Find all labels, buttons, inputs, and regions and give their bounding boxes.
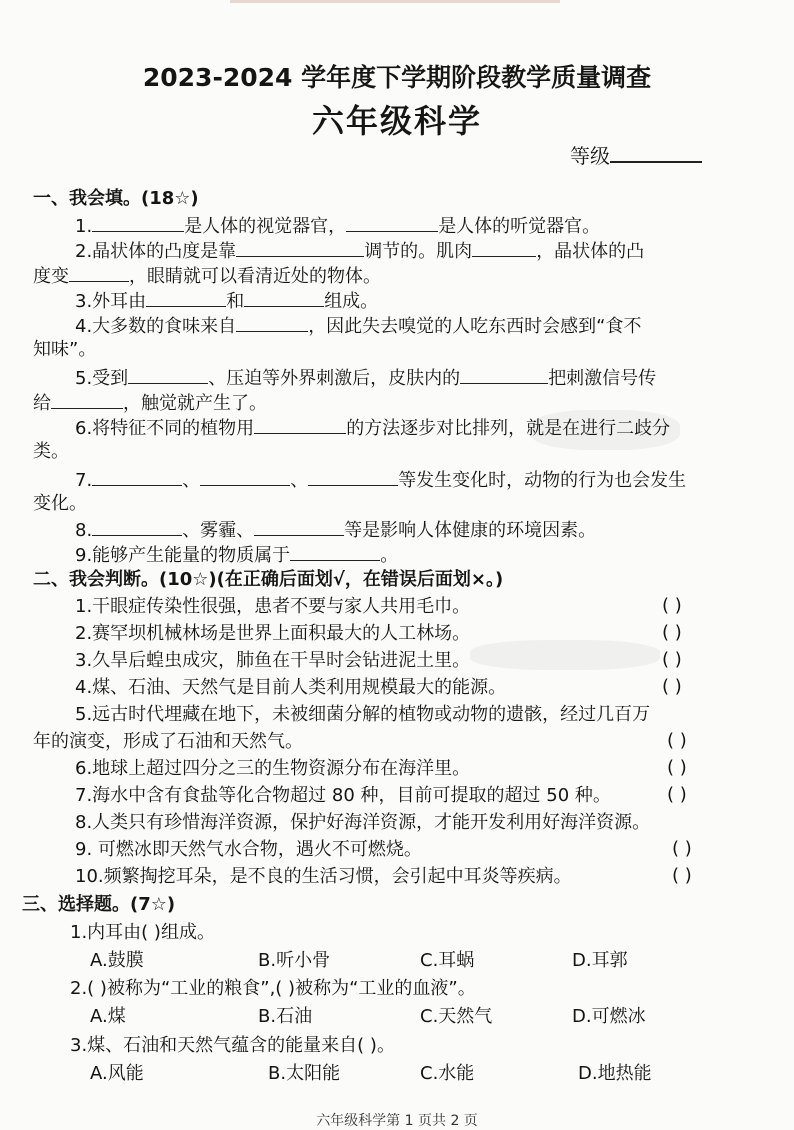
choice-option[interactable]: A.煤 xyxy=(90,1006,126,1027)
fill-q3 xyxy=(75,288,378,314)
answer-blank[interactable] xyxy=(346,213,438,232)
q-text: 的方法逐步对比排列，就是在进行二歧分 xyxy=(346,418,671,439)
section3-heading: 三、选择题。(7☆) xyxy=(22,894,176,915)
q-text: 度变 xyxy=(33,266,69,287)
judge-answer-paren[interactable]: ( ) xyxy=(662,622,682,643)
fill-q4 xyxy=(75,313,642,339)
q-text: 和 xyxy=(226,291,245,312)
choice-option[interactable]: A.风能 xyxy=(90,1063,144,1084)
judge-answer-paren[interactable]: ( ) xyxy=(667,730,687,751)
q-text: 4.大多数的食味来自 xyxy=(75,316,237,337)
fill-q6-cont: 类。 xyxy=(33,441,69,462)
grade-label: 等级 xyxy=(570,144,610,168)
judge-item: 10.频繁掏挖耳朵，是不良的生活习惯，会引起中耳炎等疾病。 xyxy=(75,866,572,887)
q-text: ，晶状体的凸 xyxy=(536,241,645,262)
scan-edge-mark xyxy=(230,0,560,3)
judge-item: 1.干眼症传染性很强，患者不要与家人共用毛巾。 xyxy=(75,596,471,617)
judge-item: 3.久旱后蝗虫成灾，肺鱼在干旱时会钻进泥土里。 xyxy=(75,650,471,671)
judge-answer-paren[interactable]: ( ) xyxy=(662,676,682,697)
answer-blank[interactable] xyxy=(92,467,182,486)
choice-option[interactable]: B.石油 xyxy=(258,1006,313,1027)
fill-q2-cont xyxy=(33,263,381,289)
q-text: 5.受到 xyxy=(75,368,129,389)
q-text: 、 xyxy=(290,470,309,491)
choice-option[interactable]: C.耳蜗 xyxy=(420,950,475,971)
q-text: 8. xyxy=(75,520,93,541)
answer-blank[interactable] xyxy=(472,238,536,257)
q-text: 组成。 xyxy=(324,291,379,312)
q-text: 把刺激信号传 xyxy=(548,368,657,389)
judge-answer-paren[interactable]: ( ) xyxy=(672,838,692,859)
choice-option[interactable]: B.太阳能 xyxy=(268,1063,341,1084)
choice-option[interactable]: A.鼓膜 xyxy=(90,950,144,971)
answer-blank[interactable] xyxy=(236,238,364,257)
judge-item: 8.人类只有珍惜海洋资源，保护好海洋资源，才能开发利用好海洋资源。 xyxy=(75,812,651,833)
q-text: 1. xyxy=(75,216,93,237)
q-text: 是人体的听觉器官。 xyxy=(438,216,601,237)
answer-blank[interactable] xyxy=(236,313,308,332)
judge-item: 6.地球上超过四分之三的生物资源分布在海洋里。 xyxy=(75,758,471,779)
grade-blank[interactable] xyxy=(610,143,702,163)
section1-heading: 一、我会填。(18☆) xyxy=(33,188,199,209)
choice-option[interactable]: B.听小骨 xyxy=(258,950,331,971)
q-text: 2.晶状体的凸度是靠 xyxy=(75,241,237,262)
judge-item: 4.煤、石油、天然气是目前人类利用规模最大的能源。 xyxy=(75,677,507,698)
answer-blank[interactable] xyxy=(51,390,123,409)
section2-heading: 二、我会判断。(10☆)(在正确后面划√，在错误后面划×。) xyxy=(33,569,504,590)
q-text: 调节的。肌肉 xyxy=(364,241,473,262)
fill-q9 xyxy=(75,542,398,568)
q-text: ，因此失去嗅觉的人吃东西时会感到“食不 xyxy=(308,316,642,337)
fill-q1 xyxy=(75,213,600,239)
answer-blank[interactable] xyxy=(128,365,208,384)
answer-blank[interactable] xyxy=(200,467,290,486)
judge-answer-paren[interactable]: ( ) xyxy=(667,784,687,805)
fill-q7 xyxy=(75,467,686,493)
exam-subtitle: 六年级科学 xyxy=(311,102,482,140)
choice-option[interactable]: D.地热能 xyxy=(578,1063,652,1084)
q-text: 是人体的视觉器官， xyxy=(184,216,347,237)
fill-q7-cont: 变化。 xyxy=(33,493,87,514)
fill-q6 xyxy=(75,415,670,441)
grade-field xyxy=(570,140,702,169)
answer-blank[interactable] xyxy=(254,517,344,536)
q-text: 3.外耳由 xyxy=(75,291,147,312)
q-text: 、 xyxy=(182,470,201,491)
q-text: 6.将特征不同的植物用 xyxy=(75,418,255,439)
scan-smudge xyxy=(470,640,660,670)
page-footer: 六年级科学第 1 页共 2 页 xyxy=(316,1113,478,1129)
answer-blank[interactable] xyxy=(308,467,398,486)
q-text: 等发生变化时，动物的行为也会发生 xyxy=(398,470,687,491)
answer-blank[interactable] xyxy=(290,542,380,561)
q-text: 等是影响人体健康的环境因素。 xyxy=(344,520,597,541)
fill-q8 xyxy=(75,517,596,543)
q-text: ，眼睛就可以看清近处的物体。 xyxy=(129,266,381,287)
judge-answer-paren[interactable]: ( ) xyxy=(662,649,682,670)
judge-answer-paren[interactable]: ( ) xyxy=(667,757,687,778)
answer-blank[interactable] xyxy=(244,288,324,307)
judge-item: 5.远古时代埋藏在地下，未被细菌分解的植物或动物的遗骸，经过几百万 xyxy=(75,704,651,725)
q-text: 。 xyxy=(380,545,399,566)
fill-q5 xyxy=(75,365,656,391)
fill-q2 xyxy=(75,238,644,264)
exam-title: 2023-2024 学年度下学期阶段教学质量调查 xyxy=(142,63,652,92)
q-text: ，触觉就产生了。 xyxy=(123,393,267,414)
judge-item: 2.赛罕坝机械林场是世界上面积最大的人工林场。 xyxy=(75,623,471,644)
answer-blank[interactable] xyxy=(92,213,184,232)
choice-q2-stem: 2.( )被称为“工业的粮食”,( )被称为“工业的血液”。 xyxy=(70,978,476,999)
judge-item: 7.海水中含有食盐等化合物超过 80 种，目前可提取的超过 50 种。 xyxy=(75,785,611,806)
q-text: 、雾霾、 xyxy=(182,520,255,541)
fill-q4-cont: 知味”。 xyxy=(33,339,97,360)
choice-q1-stem: 1.内耳由( )组成。 xyxy=(70,922,215,943)
judge-answer-paren[interactable]: ( ) xyxy=(662,595,682,616)
answer-blank[interactable] xyxy=(254,415,346,434)
judge-item-cont: 年的演变，形成了石油和天然气。 xyxy=(33,731,303,752)
judge-answer-paren[interactable]: ( ) xyxy=(672,865,692,886)
answer-blank[interactable] xyxy=(69,263,129,282)
q-text: 7. xyxy=(75,470,93,491)
answer-blank[interactable] xyxy=(460,365,548,384)
choice-option[interactable]: C.天然气 xyxy=(420,1006,493,1027)
choice-option[interactable]: C.水能 xyxy=(420,1063,475,1084)
choice-q3-stem: 3.煤、石油和天然气蕴含的能量来自( )。 xyxy=(70,1035,395,1056)
judge-item: 9. 可燃冰即天然气水合物，遇火不可燃烧。 xyxy=(75,839,422,860)
choice-option[interactable]: D.耳郭 xyxy=(572,950,628,971)
fill-q5-cont xyxy=(33,390,267,416)
choice-option[interactable]: D.可燃冰 xyxy=(572,1006,646,1027)
answer-blank[interactable] xyxy=(146,288,226,307)
q-text: 、压迫等外界刺激后，皮肤内的 xyxy=(208,368,461,389)
q-text: 给 xyxy=(33,393,51,414)
q-text: 9.能够产生能量的物质属于 xyxy=(75,545,291,566)
answer-blank[interactable] xyxy=(92,517,182,536)
